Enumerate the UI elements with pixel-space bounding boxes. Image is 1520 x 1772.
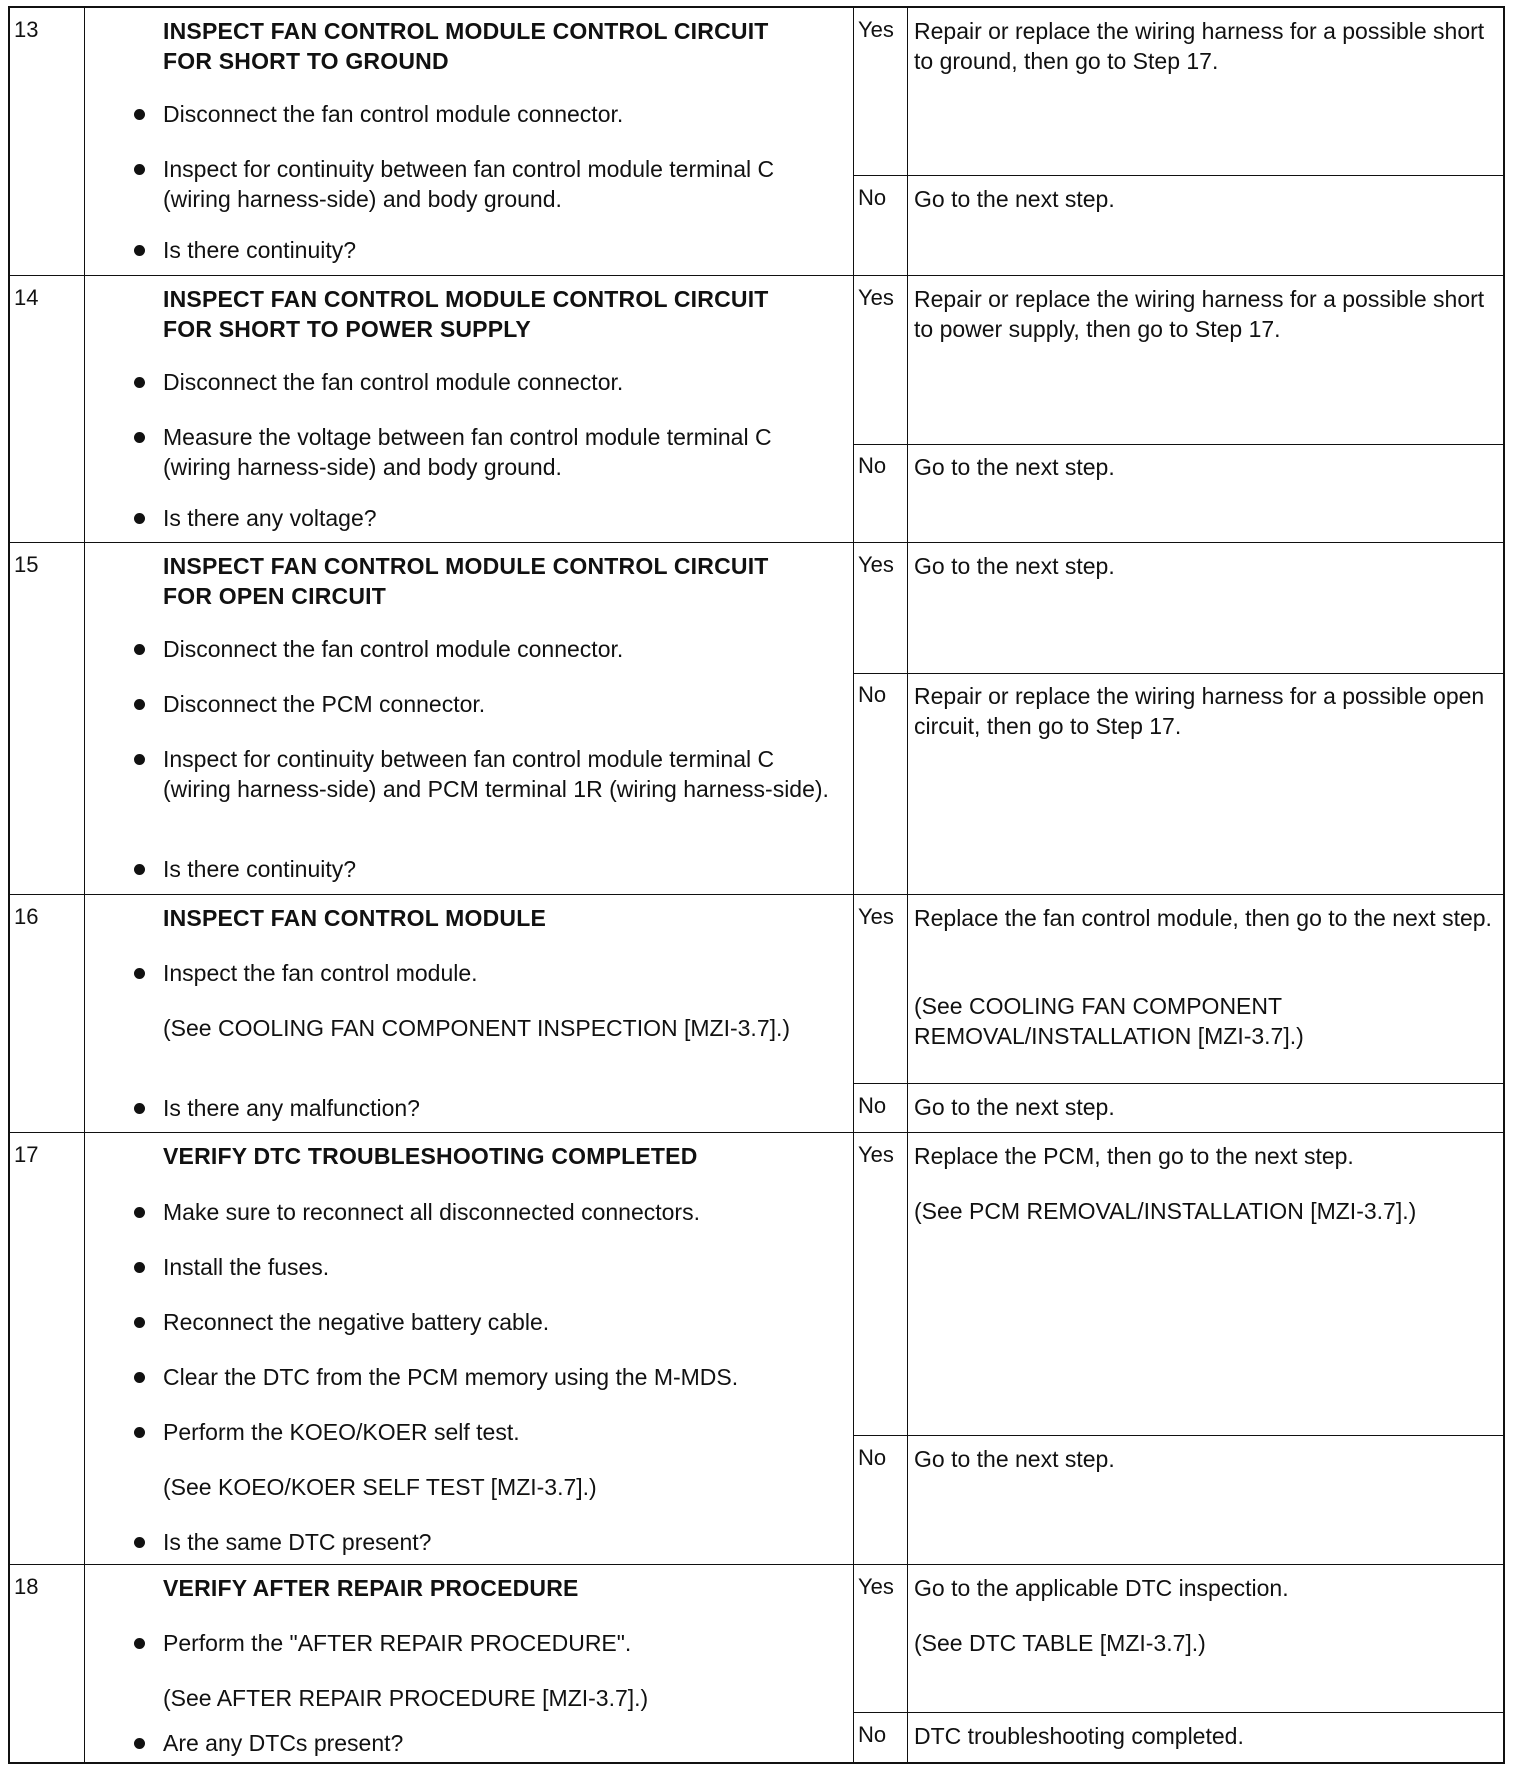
yes-reference-note: (See COOLING FAN COMPONENT REMOVAL/INSTALLATION [MZI-3.7].) — [914, 993, 1304, 1049]
check-question: Is the same DTC present? — [163, 1529, 432, 1555]
reference-note: (See AFTER REPAIR PROCEDURE [MZI-3.7].) — [163, 1685, 649, 1711]
bullet-icon — [134, 377, 145, 388]
bullet-icon — [134, 109, 145, 120]
check-item: Inspect for continuity between fan control module terminal C (wiring harness-side) and body ground. — [163, 156, 775, 212]
bullet-icon — [134, 432, 145, 443]
bullet-icon — [134, 968, 145, 979]
step-number: 14 — [14, 285, 39, 310]
step-row-17 — [10, 1133, 1503, 1565]
step-number: 13 — [14, 17, 39, 42]
no-action: Repair or replace the wiring harness for a possible open circuit, then go to Step 17. — [914, 683, 1485, 739]
bullet-icon — [134, 1537, 145, 1548]
reference-note: (See KOEO/KOER SELF TEST [MZI-3.7].) — [163, 1474, 597, 1500]
step-title: INSPECT FAN CONTROL MODULE — [163, 905, 547, 931]
check-item: Disconnect the fan control module connector. — [163, 101, 624, 127]
yes-label: Yes — [858, 552, 894, 577]
no-label: No — [858, 682, 887, 707]
check-question: Is there continuity? — [163, 237, 357, 263]
yes-action: Repair or replace the wiring harness for a possible short to power supply, then go to Step 17. — [914, 286, 1485, 342]
yes-label: Yes — [858, 17, 894, 42]
step-row-18 — [10, 1565, 1503, 1762]
step-row-15 — [10, 543, 1503, 895]
no-label: No — [858, 1445, 887, 1470]
check-item: Reconnect the negative battery cable. — [163, 1309, 550, 1335]
step-title: VERIFY AFTER REPAIR PROCEDURE — [163, 1575, 579, 1601]
no-action: Go to the next step. — [914, 1446, 1115, 1472]
check-item: Inspect for continuity between fan control module terminal C (wiring harness-side) and PCM terminal 1R (wiring harness-side). — [163, 746, 829, 802]
no-label: No — [858, 453, 887, 478]
yes-action: Repair or replace the wiring harness for a possible short to ground, then go to Step 17. — [914, 18, 1485, 74]
bullet-icon — [134, 245, 145, 256]
check-question: Is there continuity? — [163, 856, 357, 882]
no-label: No — [858, 1722, 887, 1747]
reference-note: (See COOLING FAN COMPONENT INSPECTION [MZI-3.7].) — [163, 1015, 791, 1041]
bullet-icon — [134, 1103, 145, 1114]
check-question: Is there any voltage? — [163, 505, 377, 531]
no-label: No — [858, 1093, 887, 1118]
bullet-icon — [134, 1638, 145, 1649]
step-number: 17 — [14, 1142, 39, 1167]
yes-action: Replace the PCM, then go to the next step. — [914, 1143, 1354, 1169]
step-row-16 — [10, 895, 1503, 1133]
bullet-icon — [134, 1427, 145, 1438]
no-action: Go to the next step. — [914, 1094, 1115, 1120]
check-item: Clear the DTC from the PCM memory using the M-MDS. — [163, 1364, 739, 1390]
bullet-icon — [134, 864, 145, 875]
yes-label: Yes — [858, 1574, 894, 1599]
bullet-icon — [134, 1738, 145, 1749]
check-item: Inspect the fan control module. — [163, 960, 478, 986]
step-number: 18 — [14, 1574, 39, 1599]
yes-action: Replace the fan control module, then go to the next step. — [914, 905, 1492, 931]
check-item: Perform the "AFTER REPAIR PROCEDURE". — [163, 1630, 632, 1656]
step-title: INSPECT FAN CONTROL MODULE CONTROL CIRCUIT FOR SHORT TO POWER SUPPLY — [163, 286, 769, 342]
diagnostic-procedure-table — [8, 6, 1505, 1764]
bullet-icon — [134, 164, 145, 175]
yes-label: Yes — [858, 1142, 894, 1167]
yes-label: Yes — [858, 285, 894, 310]
step-row-14 — [10, 276, 1503, 543]
check-item: Disconnect the PCM connector. — [163, 691, 486, 717]
yes-action: Go to the applicable DTC inspection. — [914, 1575, 1289, 1601]
yes-reference-note: (See DTC TABLE [MZI-3.7].) — [914, 1630, 1206, 1656]
step-row-13 — [10, 8, 1503, 276]
no-action: DTC troubleshooting completed. — [914, 1723, 1244, 1749]
check-item: Measure the voltage between fan control module terminal C (wiring harness-side) and body ground. — [163, 424, 772, 480]
no-action: Go to the next step. — [914, 454, 1115, 480]
bullet-icon — [134, 513, 145, 524]
bullet-icon — [134, 1262, 145, 1273]
bullet-icon — [134, 699, 145, 710]
bullet-icon — [134, 754, 145, 765]
check-question: Are any DTCs present? — [163, 1730, 404, 1756]
check-question: Is there any malfunction? — [163, 1095, 420, 1121]
no-action: Go to the next step. — [914, 186, 1115, 212]
step-title: INSPECT FAN CONTROL MODULE CONTROL CIRCUIT FOR SHORT TO GROUND — [163, 18, 769, 74]
bullet-icon — [134, 1207, 145, 1218]
yes-reference-note: (See PCM REMOVAL/INSTALLATION [MZI-3.7].) — [914, 1198, 1417, 1224]
step-number: 16 — [14, 904, 39, 929]
bullet-icon — [134, 1372, 145, 1383]
check-item: Install the fuses. — [163, 1254, 330, 1280]
no-label: No — [858, 185, 887, 210]
bullet-icon — [134, 644, 145, 655]
yes-action: Go to the next step. — [914, 553, 1115, 579]
check-item: Disconnect the fan control module connector. — [163, 369, 624, 395]
yes-label: Yes — [858, 904, 894, 929]
step-title: VERIFY DTC TROUBLESHOOTING COMPLETED — [163, 1143, 698, 1169]
bullet-icon — [134, 1317, 145, 1328]
check-item: Disconnect the fan control module connector. — [163, 636, 624, 662]
step-title: INSPECT FAN CONTROL MODULE CONTROL CIRCUIT FOR OPEN CIRCUIT — [163, 553, 769, 609]
check-item: Make sure to reconnect all disconnected connectors. — [163, 1199, 700, 1225]
step-number: 15 — [14, 552, 39, 577]
check-item: Perform the KOEO/KOER self test. — [163, 1419, 520, 1445]
